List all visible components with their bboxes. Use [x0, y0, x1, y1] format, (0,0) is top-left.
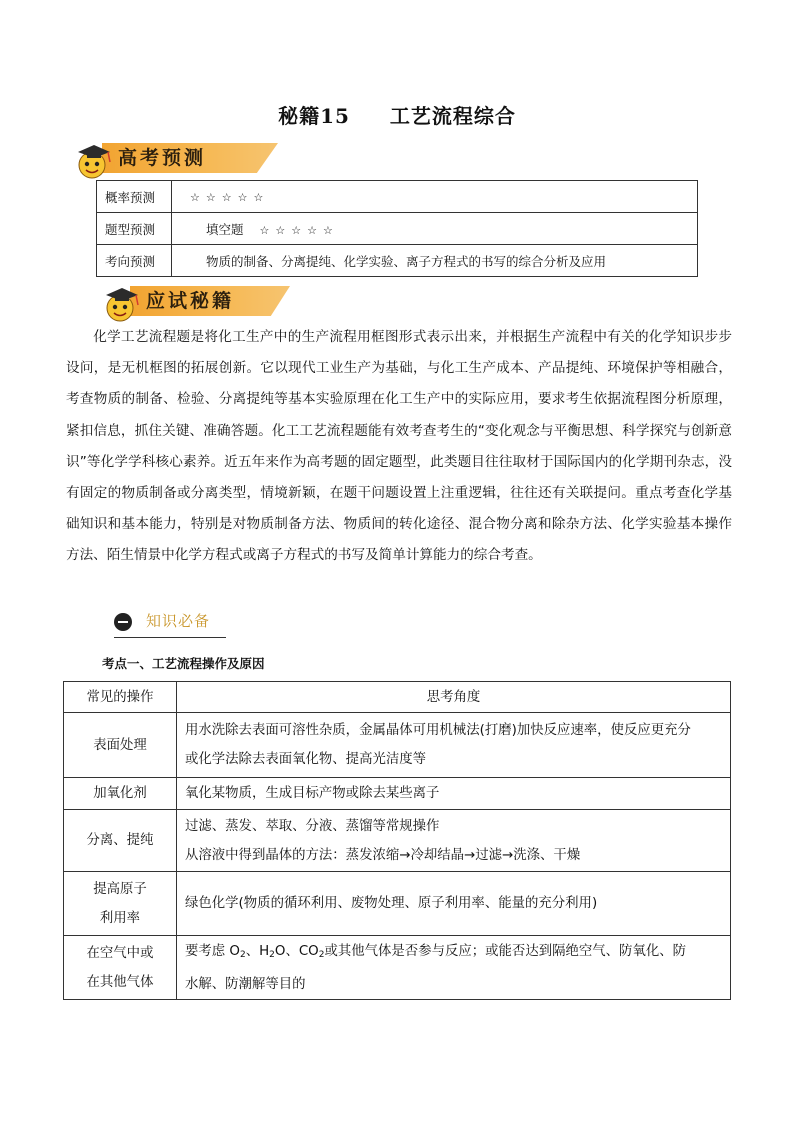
scholar-mascot-icon [72, 140, 116, 180]
operation-line: 在空气中或 [86, 945, 154, 961]
detail-cell [177, 810, 731, 872]
meta-key: 概率预测 [97, 181, 172, 213]
detail-line: 从溶液中得到晶体的方法：蒸发浓缩→冷却结晶→过滤→洗涤、干燥 [185, 847, 581, 863]
meta-value [172, 181, 698, 213]
text-run: 或其他气体是否参与反应；或能否达到隔绝空气、防氧化、防 [324, 943, 687, 959]
table-row [97, 213, 698, 245]
detail-cell [177, 713, 731, 778]
operation-line: 在其他气体 [86, 974, 154, 990]
table-row [64, 713, 731, 778]
table-header-row [64, 682, 731, 713]
table-row [64, 872, 731, 936]
operations-table [63, 681, 731, 1000]
detail-cell: 氧化某物质，生成目标产物或除去某些离子 [177, 778, 731, 810]
text-run: 、H [245, 943, 270, 959]
subscript: 2 [269, 949, 275, 960]
operation-cell [64, 872, 177, 936]
question-type: 填空题 [206, 221, 244, 237]
meta-key: 考向预测 [97, 245, 172, 277]
minus-circle-icon [114, 613, 132, 631]
operation-cell [64, 936, 177, 1000]
detail-line: 用水洗除去表面可溶性杂质，金属晶体可用机械法(打磨)加快反应速率，使反应更充分 [185, 723, 691, 738]
banner-tips [100, 283, 290, 323]
table-row [97, 245, 698, 277]
scholar-mascot-icon [100, 283, 144, 323]
table-row [97, 181, 698, 213]
detail-line: 水解、防潮解等目的 [185, 976, 306, 992]
operation-cell: 表面处理 [64, 713, 177, 778]
table-row [64, 778, 731, 810]
text-run: 要考虑 O [185, 943, 240, 959]
detail-cell: 绿色化学(物质的循环利用、废物处理、原子利用率、能量的充分利用) [177, 872, 731, 936]
operation-cell: 加氧化剂 [64, 778, 177, 810]
section-heading: 考点一、工艺流程操作及原因 [102, 656, 265, 671]
knowledge-section [114, 608, 226, 638]
detail-line: 过滤、蒸发、萃取、分液、蒸馏等常规操作 [185, 818, 440, 834]
detail-cell [177, 936, 731, 1000]
underline [114, 637, 226, 638]
page-title [0, 100, 794, 129]
operation-line: 利用率 [99, 910, 141, 926]
meta-key: 题型预测 [97, 213, 172, 245]
title-part1: 秘籍15 [278, 104, 350, 128]
banner-label: 高考预测 [118, 147, 207, 169]
column-header: 思考角度 [177, 682, 731, 713]
detail-line: 或化学法除去表面氧化物、提高光洁度等 [185, 752, 427, 767]
text-run: O、CO [274, 943, 319, 959]
banner-label: 应试秘籍 [146, 290, 235, 312]
column-header: 常见的操作 [64, 682, 177, 713]
forecast-table [96, 180, 698, 277]
subscript: 2 [239, 949, 246, 960]
star-rating: ☆☆☆☆☆ [190, 191, 270, 204]
banner-forecast [72, 140, 282, 180]
table-row [64, 936, 731, 1000]
operation-line: 提高原子 [93, 881, 147, 897]
intro-paragraph: 化学工艺流程题是将化工生产中的生产流程用框图形式表示出来，并根据生产流程中有关的化学知识步步设问，是无机框图的拓展创新。它以现代工业生产为基础，与化工生产成本、产品提纯、环境保护等相融合，考查物质的制备、检验、分离提纯等基本实验原理在化工生产中的实际应用，要求考生依据流程图分析原理，紧扣信息，抓住关键、准确答题。化工工艺流程题能有效考查考生的“变化观念与平衡思想、科学探究与创新意识”等化学学科核心素养。近五年来作为高考题的固定题型，此类题目往往取材于国际国内的化学期刊杂志，没有固定的物质制备或分离类型，情境新颖，在题干问题设置上注重逻辑，往往还有关联提问。重点考查化学基础知识和基本能力，特别是对物质制备方法、物质间的转化途径、混合物分离和除杂方法、化学实验基本操作方法、陌生情景中化学方程式或离子方程式的书写及简单计算能力的综合考查。 [66, 329, 732, 564]
subscript: 2 [318, 949, 325, 960]
star-rating: ☆☆☆☆☆ [259, 223, 339, 237]
operation-cell: 分离、提纯 [64, 810, 177, 872]
knowledge-label: 知识必备 [146, 612, 211, 630]
meta-value [172, 213, 698, 245]
meta-value: 物质的制备、分离提纯、化学实验、离子方程式的书写的综合分析及应用 [172, 245, 698, 277]
table-row [64, 810, 731, 872]
detail-line [185, 937, 722, 970]
title-part2: 工艺流程综合 [389, 104, 516, 128]
